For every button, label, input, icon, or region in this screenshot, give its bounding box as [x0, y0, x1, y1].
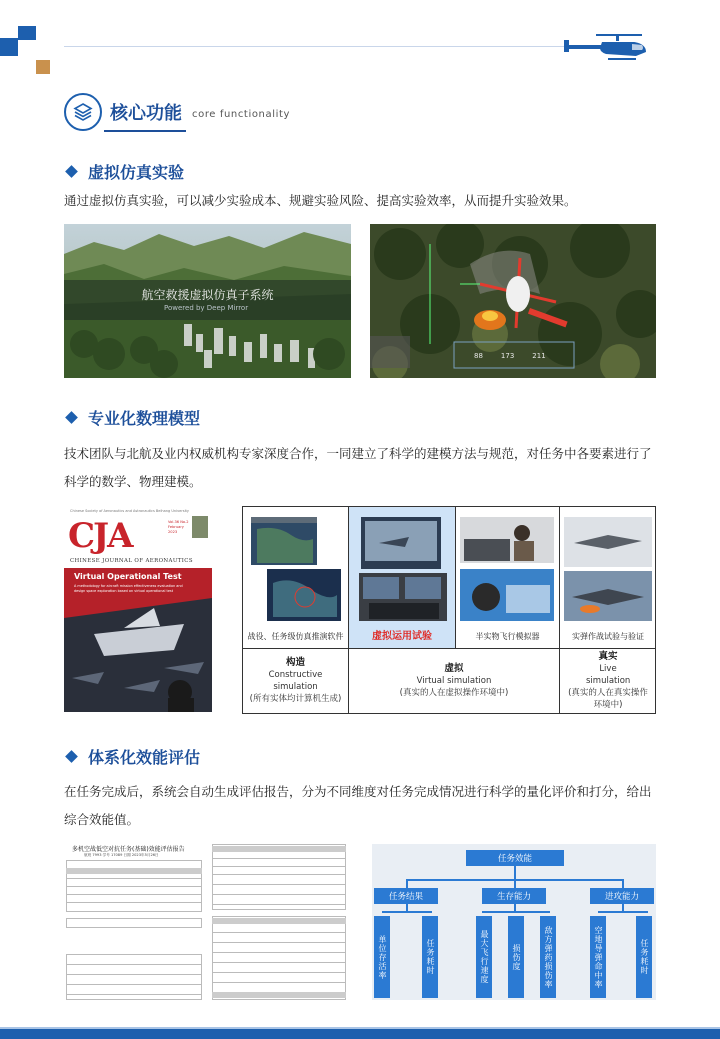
tree-leaf: 敌方弹药损伤率	[540, 916, 556, 998]
tree-connector	[598, 911, 648, 913]
report-rule	[66, 994, 202, 995]
page-title: 核心功能	[110, 103, 182, 124]
diagram-label-constructive	[243, 649, 349, 713]
diagram-caption-1: 战役、任务级仿真推演软件	[247, 632, 344, 641]
tree-branch-result: 任务结果	[374, 888, 438, 904]
report-rule	[212, 884, 346, 885]
report-rule	[66, 886, 202, 887]
simulation-system-title: 航空救援虚拟仿真子系统	[141, 288, 274, 302]
layers-icon	[64, 93, 102, 131]
header-rule	[64, 46, 564, 47]
tree-connector	[514, 866, 516, 880]
section-title-models	[64, 406, 200, 429]
report-rule	[66, 974, 202, 975]
journal-header: Chinese Society of Aeronautics and Astronautics Beihang University	[70, 509, 190, 513]
label-en: Constructive simulation	[268, 670, 323, 692]
tree-leaf: 损伤度	[508, 916, 524, 998]
report-title: 多机空战低空对抗任务(基础)效能评估报告	[72, 846, 185, 853]
hud-value-1: 88	[474, 352, 483, 360]
journal-article-title: Virtual Operational Test	[74, 572, 182, 581]
report-rule	[212, 858, 346, 859]
report-meta: 航班 7993 学号 17089 日期 2023年5月26日	[84, 853, 159, 857]
diagram-label-virtual	[349, 649, 560, 713]
journal-logo: CJA	[68, 516, 132, 556]
report-rule	[212, 894, 346, 895]
footer-bar	[0, 1029, 720, 1039]
report-rule	[212, 932, 346, 933]
report-rule	[212, 904, 346, 905]
simulation-types-diagram	[242, 506, 656, 714]
report-rule	[66, 902, 202, 903]
section-text-simulation: 通过虚拟仿真实验，可以减少实验成本、规避实验风险、提高实验效率，从而提升实验效果。	[64, 193, 577, 208]
report-table-4	[212, 844, 346, 910]
report-table-header	[212, 918, 346, 924]
journal-article-desc: A methodology for aircraft mission effectiveness evaluation and design space exploration based on virtual operational test	[74, 584, 183, 593]
diamond-bullet-icon	[65, 411, 78, 424]
label-note: (所有实体均计算机生成)	[249, 694, 342, 704]
report-table-header	[66, 868, 202, 874]
diagram-cell-live	[560, 507, 656, 648]
report-rule	[66, 894, 202, 895]
diagram-caption-4: 实弹作战试验与验证	[572, 632, 644, 641]
journal-emblem	[192, 516, 208, 538]
corner-square-2	[18, 26, 36, 40]
diagram-caption-2: 虚拟运用试验	[372, 631, 432, 642]
diagram-cell-hil	[456, 507, 560, 648]
journal-name: CHINESE JOURNAL OF AERONAUTICS	[70, 558, 193, 564]
tree-leaf: 空地导弹命中率	[590, 916, 606, 998]
corner-square-3	[36, 60, 50, 74]
title-underline	[104, 130, 186, 132]
report-table-header	[212, 846, 346, 852]
label-cn: 真实	[598, 651, 618, 662]
report-table-5	[212, 916, 346, 1000]
tree-connector	[382, 911, 432, 913]
simulation-system-subtitle: Powered by Deep Mirror	[164, 304, 249, 312]
report-rule	[212, 972, 346, 973]
section-text-models: 技术团队与北航及业内权威机构专家深度合作，一同建立了科学的建模方法与规范，对任务中各要素进行了科学的数学、物理建模。	[64, 446, 652, 489]
diagram-cell-constructive	[243, 507, 349, 648]
diagram-labels-row	[243, 648, 655, 713]
tree-root: 任务效能	[466, 850, 564, 866]
report-rule	[212, 866, 346, 867]
report-rule	[212, 952, 346, 953]
diagram-caption-3: 半实物飞行模拟器	[475, 632, 540, 641]
section-text-evaluation: 在任务完成后，系统会自动生成评估报告，分为不同维度对任务完成情况进行科学的量化评价和打分，给出综合效能值。	[64, 784, 652, 827]
hud-value-2: 173	[500, 352, 515, 360]
report-rule	[212, 962, 346, 963]
tree-connector	[482, 911, 550, 913]
simulation-city-image	[64, 224, 351, 378]
report-rule	[212, 874, 346, 875]
tree-leaf: 任务耗时	[422, 916, 438, 998]
section-title-text: 体系化效能评估	[88, 748, 201, 767]
journal-cover-image	[64, 506, 212, 712]
tree-leaf: 最大飞行速度	[476, 916, 492, 998]
journal-issue: Vol.36 No.2 February 2023	[168, 520, 189, 534]
core-header	[64, 92, 290, 132]
tree-leaf: 任务耗时	[636, 916, 652, 998]
hud-value-3: 211	[532, 352, 546, 360]
report-table-footer	[212, 992, 346, 998]
page-subtitle: core functionality	[192, 108, 291, 120]
label-note: (真实的人在真实操作环境中)	[568, 688, 648, 710]
report-rule	[212, 982, 346, 983]
diamond-bullet-icon	[65, 165, 78, 178]
diagram-cell-virtual	[349, 507, 456, 648]
label-en: Live simulation	[586, 664, 631, 686]
report-rule	[66, 878, 202, 879]
evaluation-report-image-2	[210, 844, 350, 1000]
diamond-bullet-icon	[65, 750, 78, 763]
tree-branch-survival: 生存能力	[482, 888, 546, 904]
tree-leaf: 单位存活率	[374, 916, 390, 998]
report-rule	[66, 964, 202, 965]
section-title-text: 虚拟仿真实验	[88, 163, 185, 182]
hud-readouts	[474, 352, 546, 360]
report-rule	[66, 984, 202, 985]
helicopter-fire-image	[370, 224, 656, 378]
diagram-label-live	[560, 649, 656, 713]
helicopter-icon	[562, 30, 654, 62]
report-table-2	[66, 918, 202, 928]
corner-square-1	[0, 38, 18, 56]
section-title-evaluation	[64, 745, 200, 768]
report-rule	[212, 942, 346, 943]
effectiveness-tree-diagram	[372, 844, 656, 1000]
label-cn: 虚拟	[444, 663, 464, 674]
section-title-simulation	[64, 160, 184, 183]
section-title-text: 专业化数理模型	[88, 409, 201, 428]
tree-branch-attack: 进攻能力	[590, 888, 654, 904]
label-cn: 构造	[285, 657, 305, 668]
label-en: Virtual simulation	[416, 676, 492, 686]
evaluation-report-image-1	[64, 844, 204, 1000]
label-note: (真实的人在虚拟操作环境中)	[399, 688, 509, 698]
